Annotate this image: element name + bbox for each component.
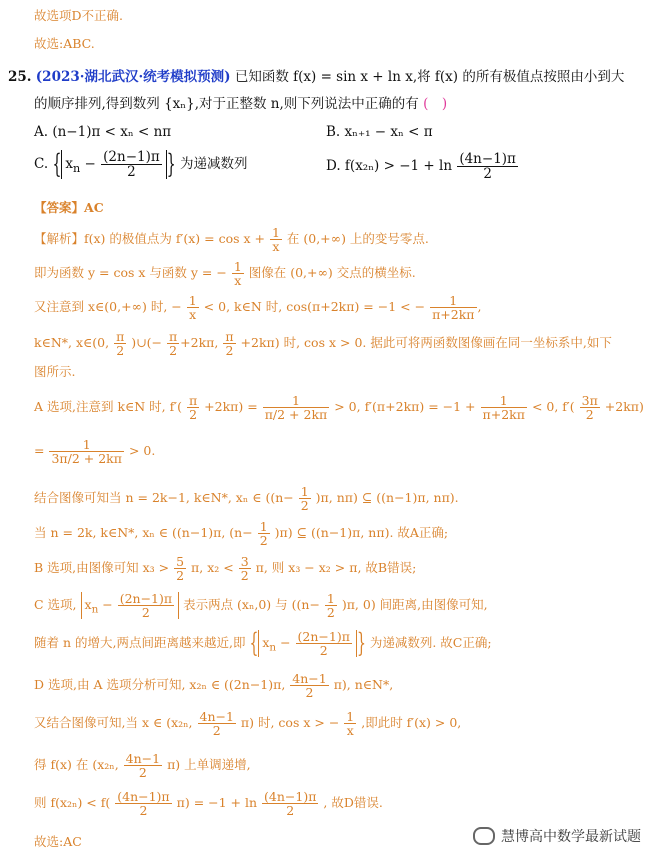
frac-den: 2 xyxy=(259,533,268,549)
analysis-line-11: C 选项, $x_n$ − $\frac{(2n-1)\pi}{2}$ 表示两点 (xₙ,0) 与 ((n− $\frac{1}{2}$ )π, 0) 间距离,由图像可知, xyxy=(34,591,488,621)
frac-den: 3π/2 + 2kπ xyxy=(51,451,122,467)
frac-num: 4n−1 xyxy=(199,709,234,724)
text: π) = −1 + ln xyxy=(176,795,258,811)
frac-den: 2 xyxy=(319,643,328,659)
frac-den: 2 xyxy=(483,166,492,183)
frac-num: 5 xyxy=(176,554,185,569)
analysis-line-2 xyxy=(34,260,653,287)
frac-den: 2 xyxy=(240,568,249,584)
frac-num: 1 xyxy=(300,484,309,499)
analysis-line-6 xyxy=(34,394,653,421)
frac-num: 1 xyxy=(188,293,197,308)
frac-num: (2n−1)π xyxy=(119,591,173,606)
text: 【解析】f(x) 的极值点为 f′(x) = cos x + xyxy=(34,231,265,247)
frac-den: 2 xyxy=(585,407,594,423)
frac-num: 1 xyxy=(346,709,355,724)
text: 又结合图像可知,当 x ∈ (x₂ₙ, xyxy=(34,715,193,731)
text: < 0, f′( xyxy=(531,399,575,415)
frac-num: 1 xyxy=(259,519,268,534)
frac-num: (4n−1)π xyxy=(117,789,170,804)
frac-den: x xyxy=(189,307,197,323)
frac-num: 1 xyxy=(430,294,476,308)
analysis-line-14 xyxy=(34,710,653,737)
text: 结合图像可知当 n = 2k−1, k∈N*, xₙ ∈ ((n− xyxy=(34,490,294,506)
frac-num: π xyxy=(188,393,198,408)
text: , 故D错误. xyxy=(323,795,383,811)
analysis-line-3: 又注意到 x∈(0,+∞) 时, − $\frac{1}{x}$ < 0, k∈N 时, cos(π+2kπ) = −1 < − $\frac{1}{\pi+2k\pi}$ , xyxy=(34,293,482,323)
text: 随着 n 的增大,两点间距离越来越近,即 xyxy=(34,635,246,651)
frac-num: 3 xyxy=(240,554,249,569)
question-25-line1 xyxy=(8,65,653,85)
text: 为递减数列. 故C正确; xyxy=(369,635,492,651)
analysis-line-15 xyxy=(34,752,653,779)
frac-num: 3π xyxy=(581,393,598,408)
frac-den: 2 xyxy=(139,803,148,819)
text: k∈N*, x∈(0, xyxy=(34,335,110,351)
text: 即为函数 y = cos x 与函数 y = − xyxy=(34,265,227,281)
text: 则 f(x₂ₙ) < f( xyxy=(34,795,111,811)
option-d xyxy=(326,152,653,181)
analysis-line-8 xyxy=(34,485,653,512)
frac-den: 2 xyxy=(176,568,185,584)
analysis-line-9 xyxy=(34,520,653,547)
frac-num: (4n−1)π xyxy=(264,789,317,804)
text: = xyxy=(34,443,45,459)
frac-num: 1 xyxy=(481,394,527,408)
text: π), n∈N*, xyxy=(333,677,394,693)
text: < 0, k∈N 时, cos(π+2kπ) = −1 < − xyxy=(203,299,426,315)
analysis-line-16 xyxy=(34,790,653,817)
frac-den: 2 xyxy=(225,343,234,359)
frac-num: 1 xyxy=(49,438,124,452)
frac-num: (4n−1)π xyxy=(459,151,516,167)
text: B 选项,由图像可知 x₃ > xyxy=(34,560,170,576)
text: > 0. xyxy=(128,443,156,459)
frac-num: π xyxy=(225,329,234,344)
frac-den: 2 xyxy=(116,343,125,359)
frac-den: x xyxy=(234,273,242,289)
watermark xyxy=(473,826,641,846)
analysis-line-4: k∈N*, x∈(0, $\frac{\pi}{2}$ )∪(− $\frac{\pi}{2}$ +2kπ, $\frac{\pi}{2}$ +2kπ) 时, cos x > 0. 据此可将两函数图像画在同一坐标系中,如下 xyxy=(34,329,612,359)
frac-den: π+2kπ xyxy=(482,407,525,423)
question-source: (2023·湖北武汉·统考模拟预测) xyxy=(35,69,231,85)
text: π, 则 x₃ − x₂ > π, 故B错误; xyxy=(255,560,417,576)
answer-blank: ( ) xyxy=(423,96,448,112)
text: )∪(− xyxy=(131,335,162,351)
frac-den: 2 xyxy=(300,498,309,514)
text: C 选项, xyxy=(34,597,77,613)
option-c-label: C. xyxy=(34,156,49,173)
frac-den: 2 xyxy=(286,803,295,819)
text: π) 上单调递增, xyxy=(167,757,251,773)
frac-den: x xyxy=(346,723,354,739)
text: )π, nπ) ⊆ ((n−1)π, nπ). xyxy=(315,490,459,506)
text: +2kπ) 时, cos x > 0. 据此可将两函数图像画在同一坐标系中,如下 xyxy=(240,335,612,351)
frac-num: π xyxy=(116,329,125,344)
frac-den: π/2 + 2kπ xyxy=(264,407,328,423)
frac-den: π+2kπ xyxy=(432,307,475,323)
prev-conclusion: 故选项D不正确. xyxy=(34,8,123,23)
text: π, x₂ < xyxy=(191,560,234,576)
option-d-text: D. f(x₂ₙ) > −1 + ln xyxy=(326,158,453,175)
frac-num: 1 xyxy=(271,225,280,240)
frac-num: 4n−1 xyxy=(292,671,327,686)
text: 图像在 (0,+∞) 交点的横坐标. xyxy=(248,265,416,281)
frac-num: 4n−1 xyxy=(125,751,161,766)
frac-den: 2 xyxy=(127,164,136,181)
prev-choice: 故选:ABC. xyxy=(34,36,95,51)
frac-num: (2n−1)π xyxy=(297,629,350,644)
question-25-line2 xyxy=(34,92,653,112)
text: 又注意到 x∈(0,+∞) 时, − xyxy=(34,299,182,315)
analysis-line-1 xyxy=(34,226,653,253)
analysis-line-7 xyxy=(34,438,653,465)
text: 表示两点 (xₙ,0) 与 ((n− xyxy=(183,597,320,613)
watermark-text: 慧博高中数学最新试题 xyxy=(501,829,641,845)
analysis-line-10 xyxy=(34,555,653,582)
question-number: 25. xyxy=(8,69,32,85)
option-c-tail: 为递减数列 xyxy=(179,156,248,173)
question-stem-b: 的顺序排列,得到数列 {xₙ},对于正整数 n,则下列说法中正确的有 xyxy=(34,96,419,112)
text: > 0, f′(π+2kπ) = −1 + xyxy=(334,399,476,415)
analysis-line-13 xyxy=(34,672,653,699)
text: )π) ⊆ ((n−1)π, nπ). 故A正确; xyxy=(274,525,449,541)
text: ,即此时 f′(x) > 0, xyxy=(361,715,462,731)
text: π) 时, cos x > − xyxy=(240,715,340,731)
frac-den: 2 xyxy=(305,685,314,701)
frac-num: (2n−1)π xyxy=(103,149,160,165)
text: 当 n = 2k, k∈N*, xₙ ∈ ((n−1)π, (n− xyxy=(34,525,253,541)
text: +2kπ) = xyxy=(204,399,258,415)
frac-den: 2 xyxy=(138,765,147,781)
wechat-icon xyxy=(473,827,495,845)
option-a: A. (n−1)π < xₙ < nπ xyxy=(34,124,172,140)
frac-num: 1 xyxy=(326,591,335,606)
frac-den: 2 xyxy=(169,343,178,359)
question-stem-a: 已知函数 f(x) = sin x + ln x,将 f(x) 的所有极值点按照由小到大 xyxy=(234,69,625,85)
frac-num: π xyxy=(168,329,178,344)
text: A 选项,注意到 k∈N 时, f′( xyxy=(34,399,182,415)
analysis-line-5: 图所示. xyxy=(34,364,76,379)
frac-den: 2 xyxy=(141,605,150,621)
text: 得 f(x) 在 (x₂ₙ, xyxy=(34,757,119,773)
analysis-line-17: 故选:AC xyxy=(34,834,82,849)
frac-den: 2 xyxy=(212,723,221,739)
text: +2kπ) xyxy=(604,399,644,415)
frac-num: 1 xyxy=(233,259,242,274)
text: 在 (0,+∞) 上的变号零点. xyxy=(286,231,429,247)
frac-den: 2 xyxy=(326,605,335,621)
frac-den: x xyxy=(272,239,280,255)
option-c: C. { $x_n$ − $\frac{(2n-1)\pi}{2}$ } 为递减数列 xyxy=(34,149,248,181)
frac-num: 1 xyxy=(263,394,330,408)
text: D 选项,由 A 选项分析可知, x₂ₙ ∈ ((2n−1)π, xyxy=(34,677,286,693)
analysis-line-12: 随着 n 的增大,两点间距离越来越近,即 { $x_n$ − $\frac{(2n-1)\pi}{2}$ } 为递减数列. 故C正确; xyxy=(34,628,492,659)
frac-den: 2 xyxy=(189,407,198,423)
option-b: B. xₙ₊₁ − xₙ < π xyxy=(326,124,433,140)
text: )π, 0) 间距离,由图像可知, xyxy=(341,597,488,613)
answer-label: 【答案】AC xyxy=(34,200,104,215)
